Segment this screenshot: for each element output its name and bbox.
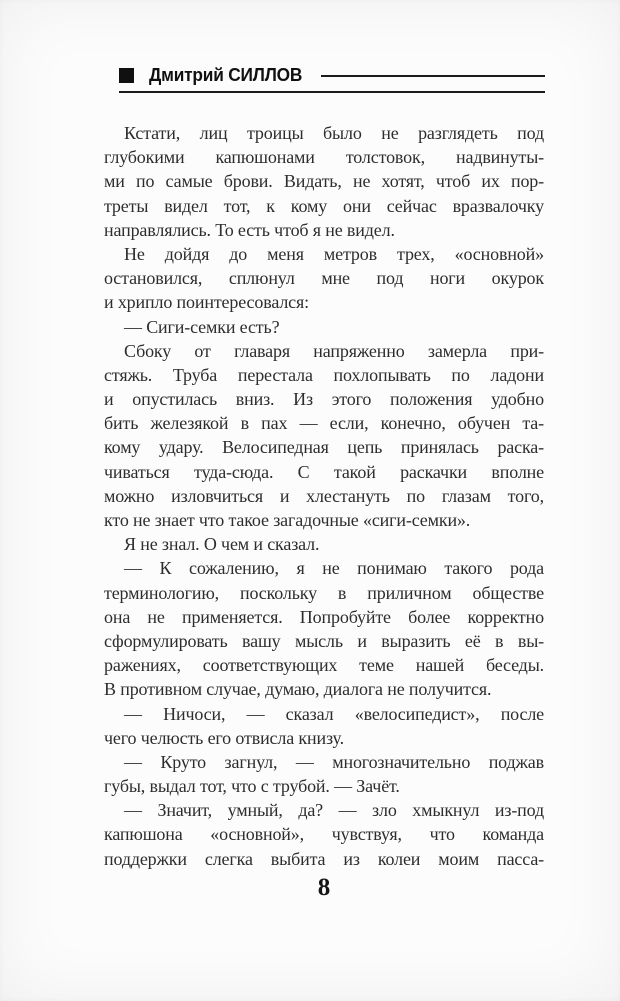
text-line: терминологию, поскольку в приличном обществе <box>104 582 544 603</box>
text-line: можно изловчиться и хлестануть по глазам того, <box>104 485 544 506</box>
page-number: 8 <box>317 874 331 901</box>
text-line: Я не знал. О чем и сказал. <box>124 534 320 555</box>
text-line: ми по самые брови. Видать, не хотят, чтоб их пор- <box>104 171 544 192</box>
text-line: сформулировать вашу мысль и выразить её в вы- <box>104 630 544 651</box>
text-line: Сбоку от главаря напряженно замерла при- <box>124 340 544 361</box>
text-line: поддержки слегка выбита из колеи моим пасса- <box>104 848 544 869</box>
text-line: остановился, сплюнул мне под ноги окурок <box>104 268 544 289</box>
text-line: треты видел тот, к кому они сейчас вразвалочку <box>104 195 544 216</box>
paragraph <box>104 315 544 339</box>
running-header <box>119 64 545 93</box>
paragraph <box>104 339 544 533</box>
header-thick-rule <box>119 91 545 93</box>
paragraph <box>104 532 544 556</box>
text-line: и опустилась вниз. Из этого положения удобно <box>104 389 544 410</box>
paragraph <box>104 750 544 798</box>
text-block <box>104 121 544 871</box>
text-line: она не применяется. Попробуйте более корректно <box>104 606 544 627</box>
text-line: капюшона «основной», чувствуя, что команда <box>104 824 544 845</box>
text-line: и хрипло поинтересовался: <box>104 292 309 313</box>
paragraph <box>104 121 544 242</box>
text-line: — К сожалению, я не понимаю такого рода <box>124 558 544 579</box>
header-row <box>119 64 545 86</box>
header-thin-rule <box>321 75 545 77</box>
text-line: чего челюсть его отвисла книзу. <box>104 727 344 748</box>
paragraph <box>104 798 544 871</box>
text-line: кто не знает что такое загадочные «сиги-семки». <box>104 510 471 530</box>
text-line: — Сиги-семки есть? <box>124 316 280 337</box>
paragraph <box>104 702 544 750</box>
text-line: — Значит, умный, да? — зло хмыкнул из-под <box>124 800 544 821</box>
paragraph <box>104 556 544 701</box>
text-line: — Ничоси, — сказал «велосипедист», после <box>124 703 544 724</box>
text-line: направлялись. То есть чтоб я не видел. <box>104 219 395 240</box>
paragraph <box>104 242 544 315</box>
square-marker-icon <box>119 68 134 83</box>
text-line: — Круто загнул, — многозначительно поджав <box>124 751 544 772</box>
text-line: ражениях, соответствующих теме нашей беседы. <box>104 655 544 676</box>
text-line: В противном случае, думаю, диалога не получится. <box>104 679 492 700</box>
text-line: кому удару. Велосипедная цепь принялась раска- <box>104 437 544 458</box>
text-line: Кстати, лиц троицы было не разглядеть под <box>124 123 544 143</box>
text-line: губы, выдал тот, что с трубой. — Зачёт. <box>104 776 400 797</box>
text-line: Не дойдя до меня метров трех, «основной» <box>124 243 544 264</box>
author-name: Дмитрий СИЛЛОВ <box>149 64 303 85</box>
text-line: бить железякой в пах — если, конечно, обучен та- <box>104 413 544 434</box>
text-line: чиваться туда-сюда. С такой раскачки вполне <box>104 461 544 482</box>
text-line: стяжь. Труба перестала похлопывать по ладони <box>104 364 544 385</box>
text-line: глубокими капюшонами толстовок, надвинуты- <box>104 147 544 168</box>
